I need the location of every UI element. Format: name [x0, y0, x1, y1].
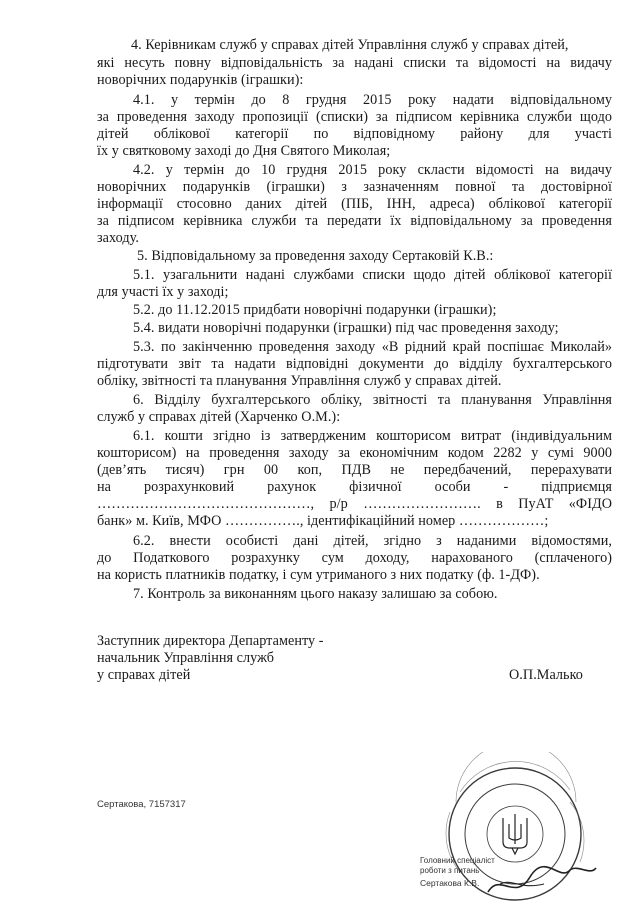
text-line: обліку, звітності та планування Управління служб у справах дітей. — [97, 373, 502, 389]
text-line: на користь платників податку, і сум утриманого з них податку (ф. 1-ДФ). — [97, 567, 540, 583]
text-line: їх у святковому заході до Дня Святого Миколая; — [97, 143, 391, 159]
text-line: інформації стосовно даних дітей (ПІБ, ІНН, адреса) облікової категорії — [97, 196, 612, 212]
text-line: 5. Відповідальному за проведення заходу Сертаковій К.В.: — [137, 248, 494, 264]
text-line: 4. Керівникам служб у справах дітей Управління служб у справах дітей, — [131, 37, 569, 53]
text-line: за проведення заходу пропозиції (списки) за підписом керівника служби щодо — [97, 109, 612, 125]
text-line: (дев’ять тисяч) грн 00 коп, ПДВ не передбачений, перерахувати — [97, 462, 612, 478]
text-line: 4.1. у термін до 8 грудня 2015 року надати відповідальному — [133, 92, 612, 108]
executor-note: Сертакова, 7157317 — [97, 799, 186, 810]
text-line: 5.1. узагальнити надані службами списки щодо дітей облікової категорії — [133, 267, 612, 283]
text-line: за підписом керівника служби та передати їх відповідальному за проведення — [97, 213, 612, 229]
text-line: новорічних подарунків (іграшки) з зазначенням повної та достовірної — [97, 179, 612, 195]
text-line: кошторисом) на проведення заходу за економічним кодом 2282 у сумі 9000 — [97, 445, 612, 461]
text-line: для участі їх у заході; — [97, 284, 229, 300]
text-line: служб у справах дітей (Харченко О.М.): — [97, 409, 341, 425]
text-line: 7. Контроль за виконанням цього наказу залишаю за собою. — [133, 586, 498, 602]
text-line: підготувати звіт та надати відповідні документи до відділу бухгалтерського — [97, 356, 612, 372]
text-line: 6. Відділу бухгалтерського обліку, звітності та планування Управління — [133, 392, 612, 408]
signature-position-line: Заступник директора Департаменту - — [97, 633, 324, 649]
stamp-name: Сертакова К.В. — [420, 878, 480, 888]
text-line: банк» м. Київ, МФО ……………., ідентифікаційний номер ………………; — [97, 513, 549, 529]
stamp-note: Головний спеціаліст — [420, 856, 495, 865]
text-line: заходу. — [97, 230, 139, 246]
text-line: ………………………………………, р/р ……………………. в ПуАТ «ФІДО — [97, 496, 612, 512]
text-line: які несуть повну відповідальність за надані списки та відомості на видачу — [97, 55, 612, 71]
signatory-name: О.П.Малько — [509, 667, 583, 683]
text-line: 5.4. видати новорічні подарунки (іграшки) під час проведення заходу; — [133, 320, 559, 336]
signature-position-line: у справах дітей — [97, 667, 191, 683]
stamp-note: роботи з питань — [420, 866, 480, 875]
text-line: дітей облікової категорії по відповідному району для участі — [97, 126, 612, 142]
text-line: 5.3. по закінченню проведення заходу «В рідний край поспішає Миколай» — [133, 339, 612, 355]
text-line: до Податкового розрахунку сум доходу, нарахованого (сплаченого) — [97, 550, 612, 566]
text-line: 6.1. кошти згідно із затвердженим кошторисом витрат (індивідуальним — [133, 428, 612, 444]
text-line: 5.2. до 11.12.2015 придбати новорічні подарунки (іграшки); — [133, 302, 497, 318]
signature-position-line: начальник Управління служб — [97, 650, 275, 666]
text-line: 4.2. у термін до 10 грудня 2015 року скласти відомості на видачу — [133, 162, 612, 178]
text-line: на розрахунковий рахунок фізичної особи - підприємця — [97, 479, 612, 495]
text-line: новорічних подарунків (іграшки): — [97, 72, 304, 88]
text-line: 6.2. внести особисті дані дітей, згідно з наданими відомостями, — [133, 533, 612, 549]
